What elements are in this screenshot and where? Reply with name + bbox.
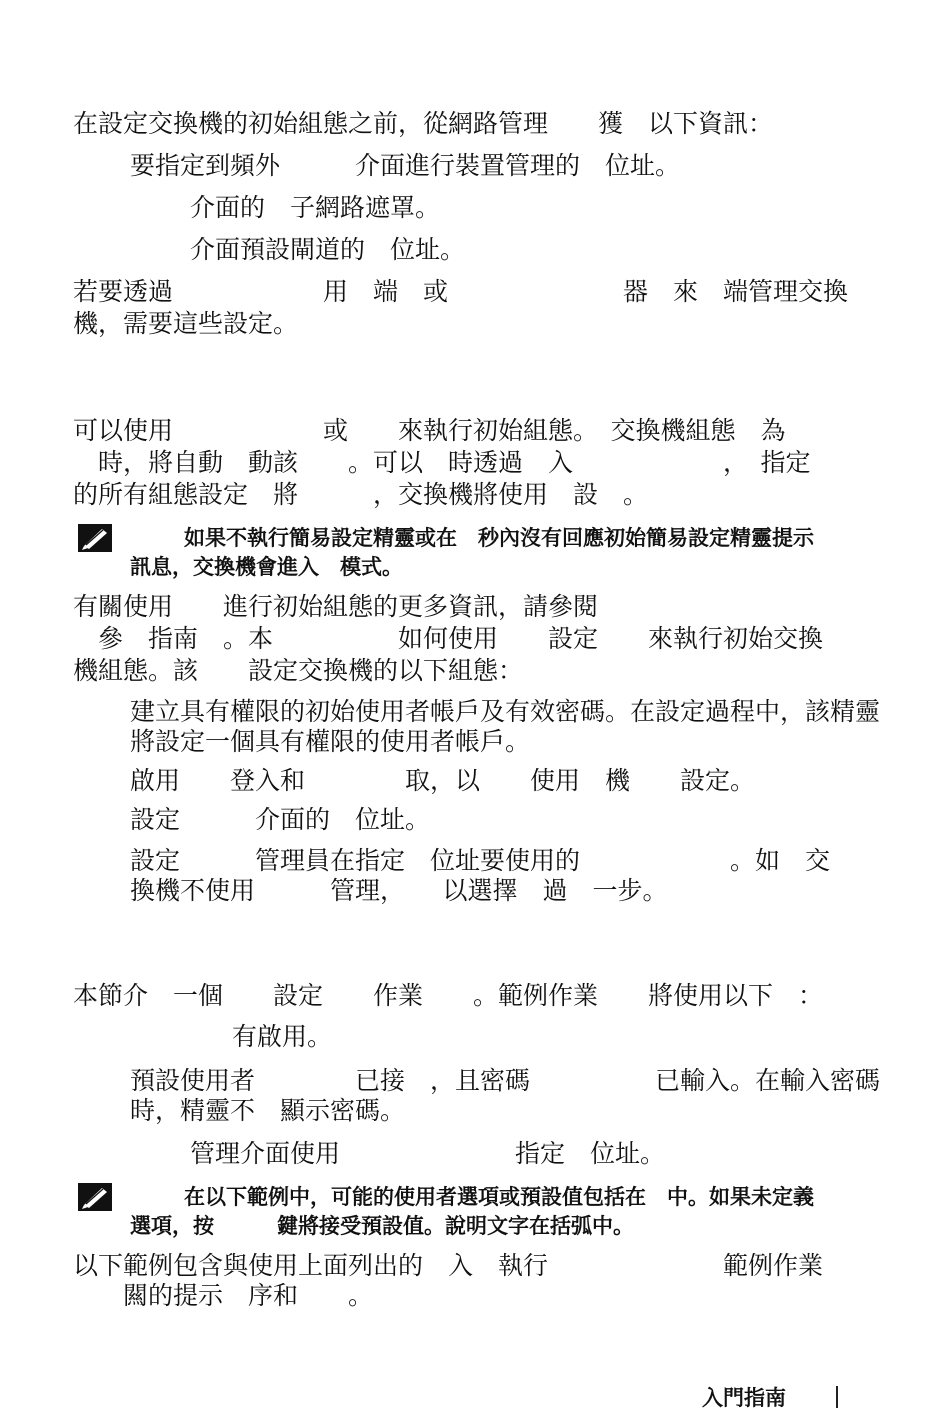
note-pencil-icon <box>78 1183 112 1211</box>
list-item: 時，精靈不 顯示密碼。 <box>130 1096 406 1125</box>
paragraph-line: 以下範例包含與使用上面列出的 入 執行 範例作業 <box>73 1251 824 1280</box>
note-text: 訊息，交換機會進入 模式。 <box>130 555 403 579</box>
paragraph-line: 時，將自動 動該 。可以 時透過 入 ， 指定 <box>73 448 811 477</box>
note-text: 選項，按 鍵將接受預設值。說明文字在括弧中。 <box>130 1214 634 1238</box>
list-item: 預設使用者 已接 ，且密碼 已輸入。在輸入密碼 <box>130 1066 881 1095</box>
list-item: 啟用 登入和 取，以 使用 機 設定。 <box>130 766 756 795</box>
list-item: 建立具有權限的初始使用者帳戶及有效密碼。在設定過程中，該精靈 <box>130 697 881 726</box>
paragraph-line: 機，需要這些設定。 <box>73 309 299 338</box>
list-item: 換機不使用 管理， 以選擇 過 一步。 <box>130 876 668 905</box>
paragraph-line: 可以使用 或 來執行初始組態。 交換機組態 為 <box>73 416 786 445</box>
list-item: 管理介面使用 指定 位址。 <box>190 1139 666 1168</box>
footer-divider <box>836 1386 838 1408</box>
list-item: 介面預設閘道的 位址。 <box>190 235 466 264</box>
paragraph-line: 機組態。該 設定交換機的以下組態： <box>73 656 524 685</box>
list-item: 設定 管理員在指定 位址要使用的 。如 交 <box>130 846 831 875</box>
paragraph-line: 在設定交換機的初始組態之前，從網路管理 獲 以下資訊： <box>73 109 774 138</box>
list-item: 要指定到頻外 介面進行裝置管理的 位址。 <box>130 151 681 180</box>
paragraph-line: 有關使用 進行初始組態的更多資訊，請參閱 <box>73 592 599 621</box>
paragraph-line: 參 指南 。本 如何使用 設定 來執行初始交換 <box>73 624 824 653</box>
list-item: 有啟用。 <box>232 1022 333 1051</box>
list-item: 將設定一個具有權限的使用者帳戶。 <box>130 727 531 756</box>
paragraph-line: 本節介 一個 設定 作業 。範例作業 將使用以下 ： <box>73 981 824 1010</box>
note-pencil-icon <box>78 524 112 552</box>
note-text: 在以下範例中，可能的使用者選項或預設值包括在 中。如果未定義 <box>184 1185 814 1209</box>
paragraph-line: 若要透過 用 端 或 器 來 端管理交換 <box>73 277 849 306</box>
paragraph-line: 闗的提示 序和 。 <box>73 1281 374 1310</box>
footer-title: 入門指南 <box>702 1386 786 1410</box>
paragraph-line: 的所有組態設定 將 ，交換機將使用 設 。 <box>73 480 649 509</box>
note-text: 如果不執行簡易設定精靈或在 秒內沒有回應初始簡易設定精靈提示 <box>184 526 814 550</box>
list-item: 設定 介面的 位址。 <box>130 805 431 834</box>
list-item: 介面的 子網路遮罩。 <box>190 193 441 222</box>
